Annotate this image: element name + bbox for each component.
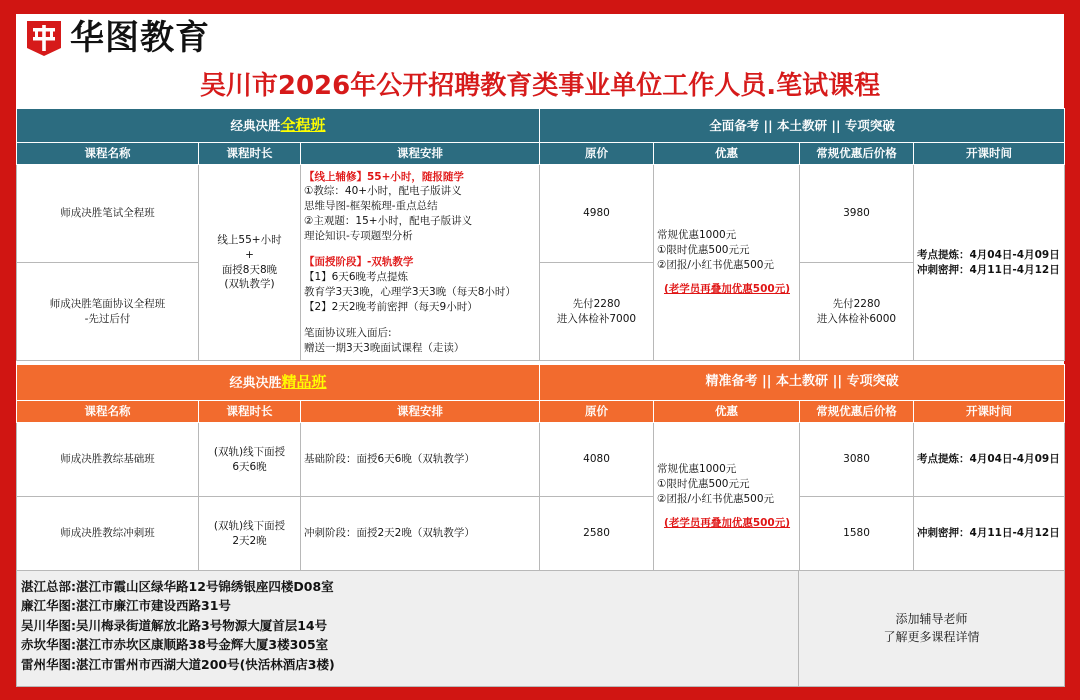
- discount-details: [654, 423, 800, 571]
- start-time: [914, 165, 1065, 361]
- discount-line: 常规优惠1000元: [657, 463, 737, 476]
- original-price: 4980: [540, 165, 654, 263]
- contact-line: 了解更多课程详情: [883, 629, 980, 644]
- address-line: 赤坎华图:湛江市赤坎区康顺路38号金辉大厦3楼305室: [21, 637, 329, 653]
- table-row: [17, 497, 1065, 571]
- course-schedule: [301, 165, 540, 361]
- final-price: 3980: [800, 165, 914, 263]
- price-line: 进入体检补6000: [816, 312, 897, 325]
- branch-addresses: [17, 571, 799, 687]
- schedule-line: 赠送一期3天3晚面试课程（走读）: [304, 341, 465, 354]
- price-line: 先付2280: [832, 297, 881, 310]
- col-header-name: 课程名称: [17, 401, 199, 423]
- course-schedule: 冲刺阶段：面授2天2晚（双轨教学）: [301, 497, 540, 571]
- course-schedule: 基础阶段：面授6天6晚（双轨教学）: [301, 423, 540, 497]
- section1-header-row: [17, 143, 1065, 165]
- table-row: [17, 423, 1065, 497]
- discount-line: ②团报/小红书优惠500元: [657, 493, 775, 505]
- section2-slogan: 精准备考 || 本土教研 || 专项突破: [540, 365, 1065, 401]
- address-line: 雷州华图:湛江市雷州市西湖大道200号(快活林酒店3楼): [21, 656, 335, 672]
- logo-bar: [16, 14, 1064, 64]
- schedule-line: 思维导图-框架梳理-重点总结: [304, 200, 438, 213]
- section2-banner: [17, 365, 1065, 401]
- footer-table: [16, 570, 1065, 687]
- original-price: [540, 263, 654, 361]
- schedule-offline-title: 【面授阶段】-双轨教学: [304, 256, 414, 269]
- final-price: [800, 263, 914, 361]
- col-header-final-price: 常规优惠后价格: [800, 401, 914, 423]
- section1-table: [16, 108, 1065, 361]
- schedule-online-title: 【线上辅修】55+小时，随报随学: [304, 170, 464, 183]
- schedule-line: 教育学3天3晚，心理学3天3晚（每天8小时）: [304, 285, 516, 298]
- start-time: 冲刺密押：4月11日-4月12日: [914, 497, 1065, 571]
- original-price: 2580: [540, 497, 654, 571]
- duration-line: +: [245, 248, 254, 261]
- course-name-line: 师成决胜笔面协议全程班: [49, 297, 166, 310]
- course-name: [17, 263, 199, 361]
- discount-line: ①限时优惠500元元: [657, 244, 750, 257]
- course-duration: [199, 423, 301, 497]
- col-header-duration: 课程时长: [199, 143, 301, 165]
- duration-line: (双轨)线下面授: [213, 445, 286, 458]
- course-name-line: -先过后付: [84, 312, 131, 325]
- course-duration: [199, 497, 301, 571]
- col-header-price: 原价: [540, 401, 654, 423]
- start-time: 考点提炼：4月04日-4月09日: [914, 423, 1065, 497]
- returning-student-discount: (老学员再叠加优惠500元): [663, 282, 790, 295]
- contact-cta: [799, 571, 1065, 687]
- schedule-line: 【1】6天6晚考点提炼: [304, 270, 409, 283]
- schedule-line: ①教综：40+小时，配电子版讲义: [304, 185, 462, 198]
- col-header-duration: 课程时长: [199, 401, 301, 423]
- course-duration: [199, 165, 301, 361]
- final-price: 1580: [800, 497, 914, 571]
- course-name: 师成决胜笔试全程班: [17, 165, 199, 263]
- col-header-final-price: 常规优惠后价格: [800, 143, 914, 165]
- price-line: 先付2280: [572, 297, 621, 310]
- brand-name: 华图教育: [70, 18, 210, 58]
- col-header-discount: 优惠: [654, 143, 800, 165]
- schedule-line: 理论知识-专项题型分析: [304, 230, 413, 243]
- col-header-start-time: 开课时间: [914, 143, 1065, 165]
- discount-line: ②团报/小红书优惠500元: [657, 259, 774, 271]
- poster-frame: [16, 14, 1064, 686]
- section2-header-row: [17, 401, 1065, 423]
- duration-line: (双轨)线下面授: [213, 519, 286, 532]
- col-header-discount: 优惠: [654, 401, 800, 423]
- address-line: 吴川华图:吴川梅录街道解放北路3号物源大厦首层14号: [21, 617, 328, 633]
- schedule-line: ②主观题：15+小时，配电子版讲义: [304, 215, 473, 228]
- final-price: 3080: [800, 423, 914, 497]
- section2-prefix: 经典决胜: [229, 375, 282, 391]
- section1-highlight: 全程班: [280, 115, 326, 134]
- huatu-logo-icon: [24, 18, 64, 58]
- section1-prefix: 经典决胜: [230, 117, 281, 133]
- address-line: 湛江总部:湛江市霞山区绿华路12号锦绣银座四楼D08室: [21, 579, 334, 594]
- price-line: 进入体检补7000: [556, 312, 637, 325]
- page-title: 吴川市2026年公开招聘教育类事业单位工作人员.笔试课程: [199, 71, 881, 101]
- original-price: 4080: [540, 423, 654, 497]
- col-header-start-time: 开课时间: [914, 401, 1065, 423]
- col-header-price: 原价: [540, 143, 654, 165]
- section1-slogan: 全面备考 || 本土教研 || 专项突破: [540, 109, 1065, 143]
- col-header-schedule: 课程安排: [301, 401, 540, 423]
- section2-highlight: 精品班: [281, 372, 327, 391]
- contact-line: 添加辅导老师: [895, 612, 968, 627]
- col-header-schedule: 课程安排: [301, 143, 540, 165]
- duration-line: 6天6晚: [232, 460, 267, 473]
- discount-line: ①限时优惠500元元: [657, 478, 750, 491]
- returning-student-discount: (老学员再叠加优惠500元): [664, 516, 791, 529]
- duration-line: 2天2晚: [232, 534, 267, 547]
- col-header-name: 课程名称: [17, 143, 199, 165]
- section2-name: [17, 365, 540, 401]
- schedule-line: 笔面协议班入面后:: [304, 326, 392, 339]
- start-time-line: 考点提炼：4月04日-4月09日: [917, 248, 1060, 261]
- start-time-line: 冲刺密押：4月11日-4月12日: [917, 263, 1060, 276]
- address-line: 廉江华图:湛江市廉江市建设西路31号: [21, 598, 231, 614]
- duration-line: (双轨教学): [224, 278, 275, 291]
- discount-line: 常规优惠1000元: [657, 229, 737, 242]
- section1-name: [17, 109, 540, 143]
- section1-banner: [17, 109, 1065, 143]
- section2-table: [16, 364, 1065, 571]
- duration-line: 线上55+小时: [217, 233, 282, 246]
- table-row: [17, 165, 1065, 263]
- course-name: 师成决胜教综基础班: [17, 423, 199, 497]
- duration-line: 面授8天8晚: [221, 263, 278, 276]
- course-name: 师成决胜教综冲刺班: [17, 497, 199, 571]
- schedule-line: 【2】2天2晚考前密押（每天9小时）: [304, 300, 478, 313]
- table-row: [17, 263, 1065, 361]
- discount-details: [654, 165, 800, 361]
